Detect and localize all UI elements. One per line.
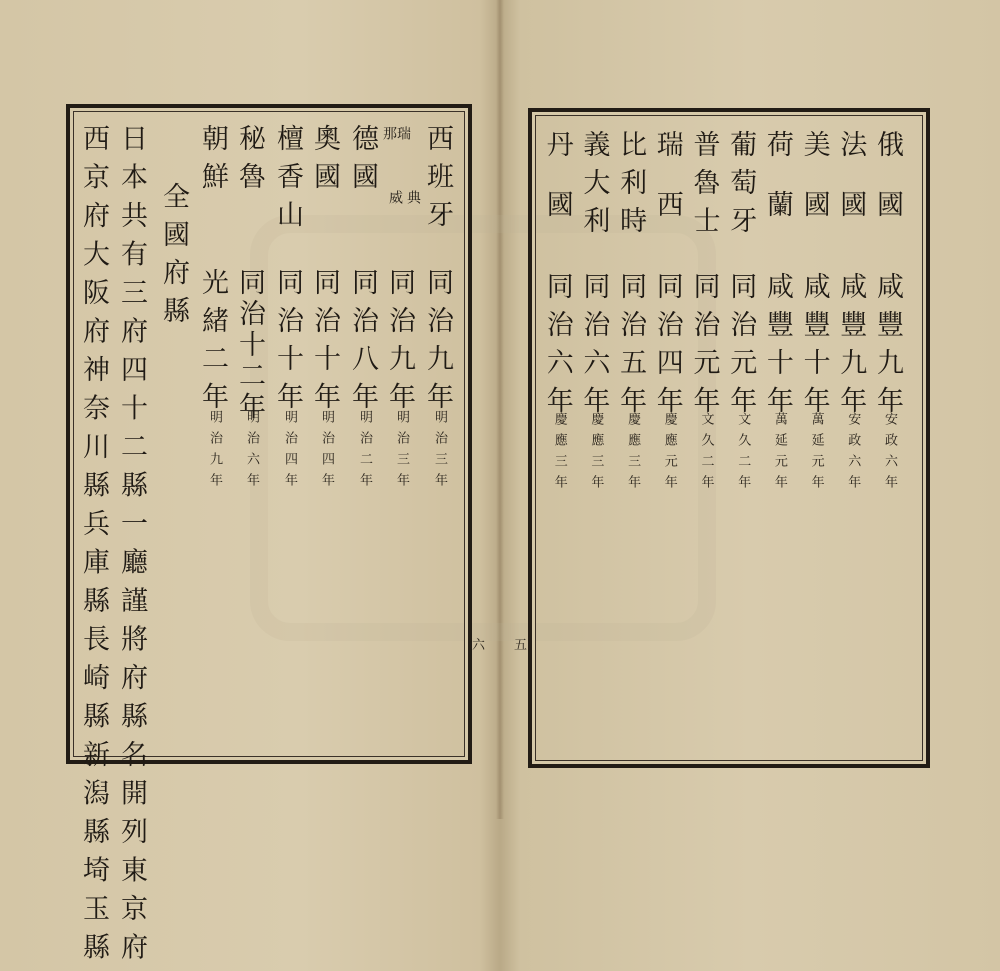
left-treaty-5: 同治十年 [272, 268, 303, 420]
right-note-2: 安政六年 [845, 412, 861, 496]
left-country-2d: 威 [387, 190, 403, 207]
right-treaty-4: 咸豐十年 [761, 272, 793, 424]
left-country-2c: 典 [405, 190, 421, 207]
left-note-6: 明治六年 [244, 410, 259, 494]
right-note-7: 慶應元年 [661, 412, 677, 496]
right-treaty-7: 同治四年 [651, 272, 683, 424]
left-country-5: 檀香山 [272, 124, 303, 238]
right-country-1: 俄國 [872, 130, 903, 250]
left-treaty-7: 光緒二年 [197, 268, 228, 420]
left-treaty-2: 同治九年 [384, 268, 415, 420]
left-treaty-1: 同治九年 [422, 268, 453, 420]
right-note-10: 慶應三年 [551, 412, 567, 496]
right-country-7: 瑞西 [651, 130, 683, 250]
left-note-5: 明治四年 [282, 410, 297, 494]
right-note-3: 萬延元年 [808, 412, 824, 496]
left-country-6: 秘魯 [234, 124, 265, 200]
right-country-2: 法國 [835, 130, 867, 250]
right-country-4: 荷蘭 [761, 130, 793, 250]
right-treaty-6: 同治元年 [688, 272, 720, 424]
left-country-3: 德國 [347, 124, 378, 200]
right-page-number: 五 [514, 638, 528, 653]
left-note-2: 明治三年 [394, 410, 409, 494]
right-note-9: 慶應三年 [588, 412, 604, 496]
right-treaty-9: 同治六年 [578, 272, 610, 424]
right-country-8: 比利時 [615, 130, 647, 244]
right-treaty-1: 咸豐九年 [872, 272, 903, 424]
left-treaty-6: 同治十二年 [234, 268, 265, 423]
right-country-5: 葡萄牙 [725, 130, 757, 244]
left-country-2b: 那 [381, 126, 397, 143]
right-treaty-2: 咸豐九年 [835, 272, 867, 424]
left-country-1: 西班牙 [422, 124, 453, 238]
left-country-2a: 瑞 [395, 126, 411, 143]
right-country-6: 普魯士 [688, 130, 720, 244]
right-note-1: 安政六年 [882, 412, 897, 496]
left-treaty-4: 同治十年 [309, 268, 340, 420]
body-line-1: 日本共有三府四十二縣一廳謹將府縣名開列東京府 [116, 124, 147, 971]
right-note-5: 文久二年 [735, 412, 751, 496]
left-note-7: 明治九年 [207, 410, 222, 494]
left-note-1: 明治三年 [432, 410, 447, 494]
left-page-number: 六 [472, 638, 486, 653]
left-country-4: 奧國 [309, 124, 340, 200]
right-note-8: 慶應三年 [625, 412, 641, 496]
body-line-2: 西京府大阪府神奈川縣兵庫縣長崎縣新潟縣埼玉縣 [78, 124, 109, 971]
left-country-7: 朝鮮 [197, 124, 228, 200]
right-treaty-5: 同治元年 [725, 272, 757, 424]
section-title: 全國府縣 [158, 182, 189, 334]
right-country-9: 義大利 [578, 130, 610, 244]
left-treaty-3: 同治八年 [347, 268, 378, 420]
right-treaty-10: 同治六年 [541, 272, 573, 424]
right-country-10: 丹國 [541, 130, 573, 250]
right-note-6: 文久二年 [698, 412, 714, 496]
left-note-3: 明治二年 [357, 410, 372, 494]
right-note-4: 萬延元年 [771, 412, 787, 496]
left-note-4: 明治四年 [319, 410, 334, 494]
right-country-3: 美國 [798, 130, 830, 250]
right-treaty-3: 咸豐十年 [798, 272, 830, 424]
right-treaty-8: 同治五年 [615, 272, 647, 424]
